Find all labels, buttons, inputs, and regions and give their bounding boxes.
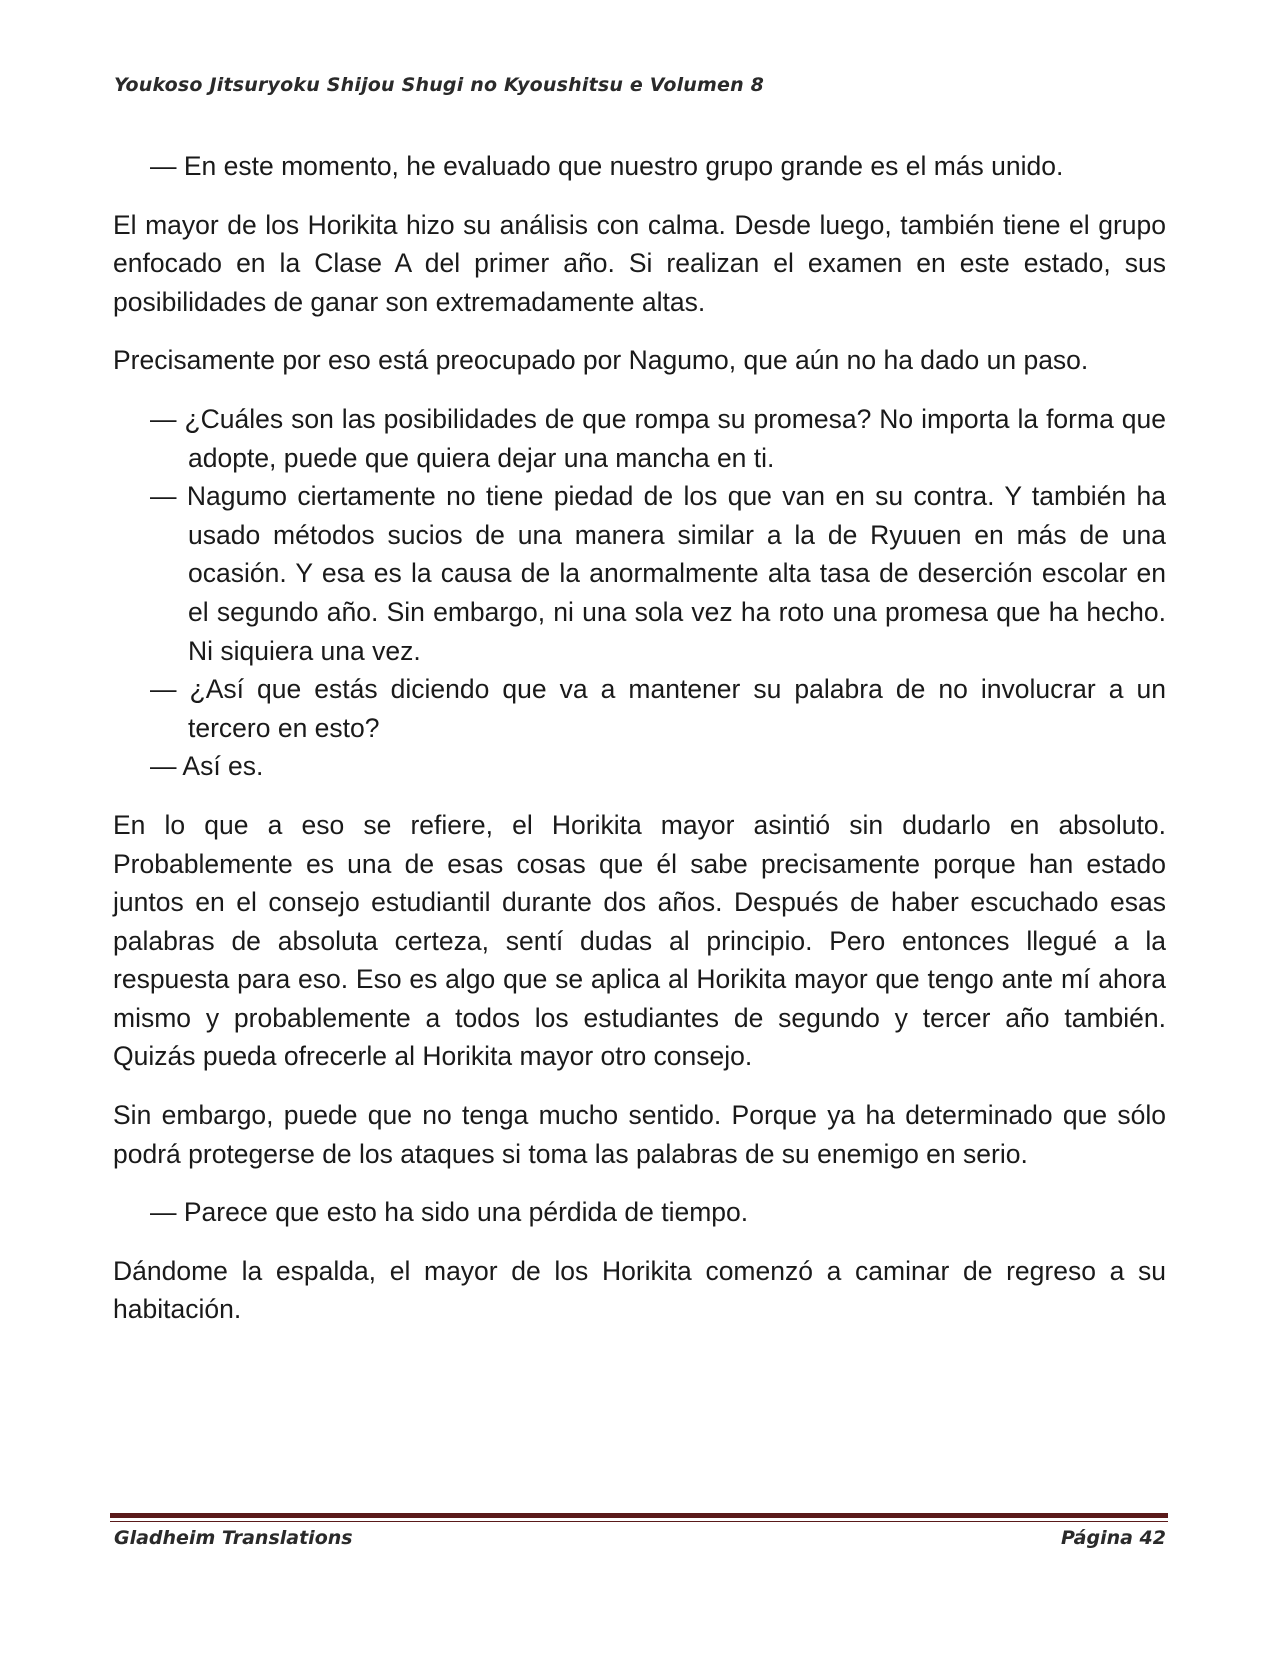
footer-page-number: Página 42 <box>1060 1527 1166 1549</box>
footer-translator: Gladheim Translations <box>114 1527 353 1549</box>
dialogue-line: — ¿Cuáles son las posibilidades de que rompa su promesa? No importa la forma que adopte, puede que quiera dejar una mancha en ti. <box>150 403 1166 473</box>
dialogue-line: — ¿Así que estás diciendo que va a mantener su palabra de no involucrar a un tercero en esto? <box>150 674 1166 743</box>
dialogue-line: — En este momento, he evaluado que nuestro grupo grande es el más unido. <box>150 151 1064 181</box>
dialogue-line: — Así es. <box>150 751 264 782</box>
dialogue-group <box>113 400 1166 786</box>
paragraph: Precisamente por eso está preocupado por Nagumo, que aún no ha dado un paso. <box>113 345 1089 376</box>
dialogue-group <box>113 1193 1166 1232</box>
paragraph: Dándome la espalda, el mayor de los Horikita comenzó a caminar de regreso a su habitación. <box>113 1255 1166 1325</box>
footer-divider <box>110 1513 1168 1518</box>
dialogue-line: — Parece que esto ha sido una pérdida de tiempo. <box>150 1197 749 1228</box>
header-title: Youkoso Jitsuryoku Shijou Shugi no Kyoushitsu e Volumen 8 <box>114 74 765 96</box>
paragraph: En lo que a eso se refiere, el Horikita mayor asintió sin dudarlo en absoluto. Probablemente es una de esas cosas que él sabe precisamente porque han estado juntos en el consejo estudiantil durante dos años. Después de haber escuchado esas palabras de absoluta certeza, sentí dudas al principio. Pero entonces llegué a la respuesta para eso. Eso es algo que se aplica al Horikita mayor que tengo ante mí ahora mismo y probablemente a todos los estudiantes de segundo y tercer año también. Quizás pueda ofrecerle al Horikita mayor otro consejo. <box>113 809 1166 1072</box>
page-body <box>113 147 1166 1349</box>
dialogue-group <box>113 147 1166 186</box>
dialogue-line: — Nagumo ciertamente no tiene piedad de los que van en su contra. Y también ha usado métodos sucios de una manera similar a la de Ryuuen en más de una ocasión. Y esa es la causa de la anormalmente alta tasa de deserción escolar en el segundo año. Sin embargo, ni una sola vez ha roto una promesa que ha hecho. Ni siquiera una vez. <box>150 481 1166 666</box>
footer-divider-thin <box>110 1521 1168 1522</box>
paragraph: Sin embargo, puede que no tenga mucho sentido. Porque ya ha determinado que sólo podrá protegerse de los ataques si toma las palabras de su enemigo en serio. <box>113 1100 1166 1169</box>
paragraph: El mayor de los Horikita hizo su análisis con calma. Desde luego, también tiene el grupo enfocado en la Clase A del primer año. Si realizan el examen en este estado, sus posibilidades de ganar son extremadamente altas. <box>113 209 1166 317</box>
